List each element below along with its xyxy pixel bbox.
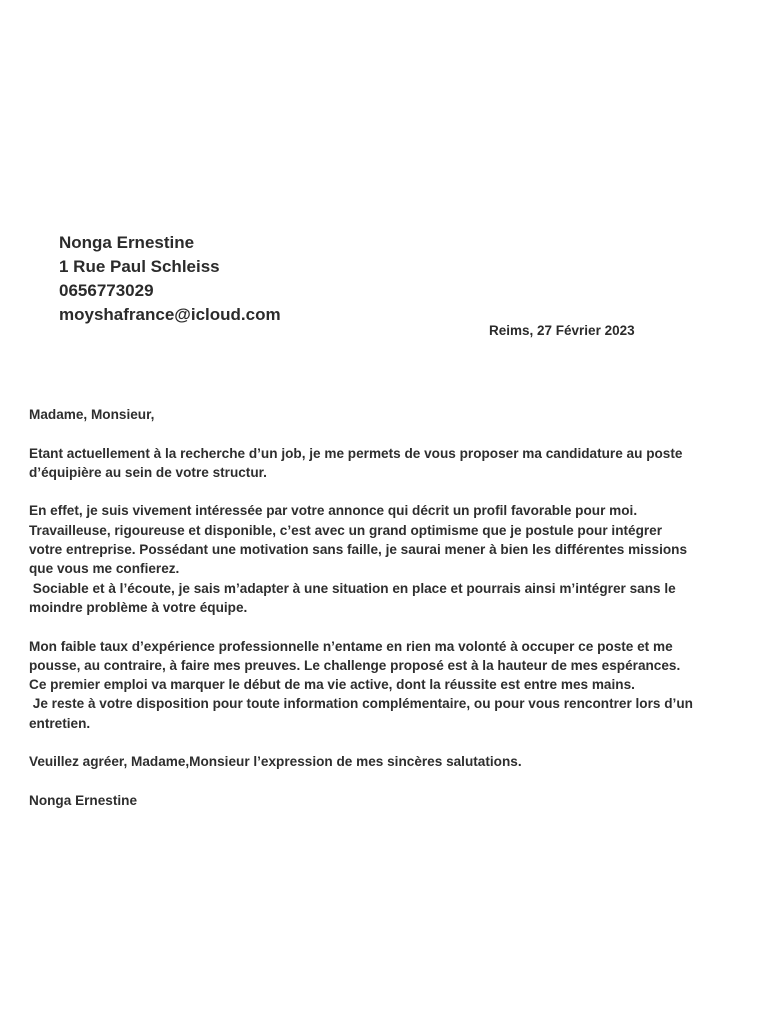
- paragraph-line: Je reste à votre disposition pour toute information complémentaire, ou pour vous rencontrer lors d’un: [29, 696, 693, 712]
- paragraph-1: [29, 444, 759, 483]
- letter-date: Reims, 27 Février 2023: [489, 323, 635, 338]
- sender-address: 1 Rue Paul Schleiss: [59, 257, 220, 276]
- paragraph-line: votre entreprise. Possédant une motivation sans faille, je saurai mener à bien les différentes missions: [29, 542, 688, 558]
- letter-body: [29, 405, 759, 830]
- paragraph-line: Travailleuse, rigoureuse et disponible, c’est avec un grand optimisme que je postule pour intégrer: [29, 522, 663, 538]
- salutation: [29, 405, 759, 424]
- sender-email: moyshafrance@icloud.com: [59, 305, 281, 324]
- signature: [29, 791, 759, 810]
- paragraph-2: [29, 501, 759, 617]
- sender-phone: 0656773029: [59, 281, 154, 300]
- salutation-text: Madame, Monsieur,: [29, 407, 155, 422]
- paragraph-line: entretien.: [29, 715, 91, 731]
- paragraph-line: Sociable et à l’écoute, je sais m’adapter à une situation en place et pourrais ainsi m’intégrer sans le: [29, 580, 676, 596]
- paragraph-line: moindre problème à votre équipe.: [29, 599, 248, 615]
- paragraph-line: Mon faible taux d’expérience professionnelle n’entame en rien ma volonté à occuper ce poste et me: [29, 638, 673, 654]
- paragraph-line: pousse, au contraire, à faire mes preuves. Le challenge proposé est à la hauteur de mes espérances.: [29, 657, 681, 673]
- signature-text: Nonga Ernestine: [29, 792, 138, 808]
- sender-block: [59, 231, 281, 327]
- sender-name: Nonga Ernestine: [59, 233, 195, 252]
- paragraph-3: [29, 637, 759, 733]
- paragraph-line: En effet, je suis vivement intéressée par votre annonce qui décrit un profil favorable pour moi.: [29, 503, 638, 519]
- paragraph-line: Etant actuellement à la recherche d’un job, je me permets de vous proposer ma candidature au poste: [29, 445, 683, 461]
- paragraph-line: d’équipière au sein de votre structur.: [29, 464, 267, 480]
- closing: [29, 752, 759, 771]
- paragraph-line: que vous me confierez.: [29, 561, 180, 577]
- paragraph-line: Ce premier emploi va marquer le début de ma vie active, dont la réussite est entre mes mains.: [29, 677, 635, 693]
- closing-text: Veuillez agréer, Madame,Monsieur l’expression de mes sincères salutations.: [29, 754, 522, 770]
